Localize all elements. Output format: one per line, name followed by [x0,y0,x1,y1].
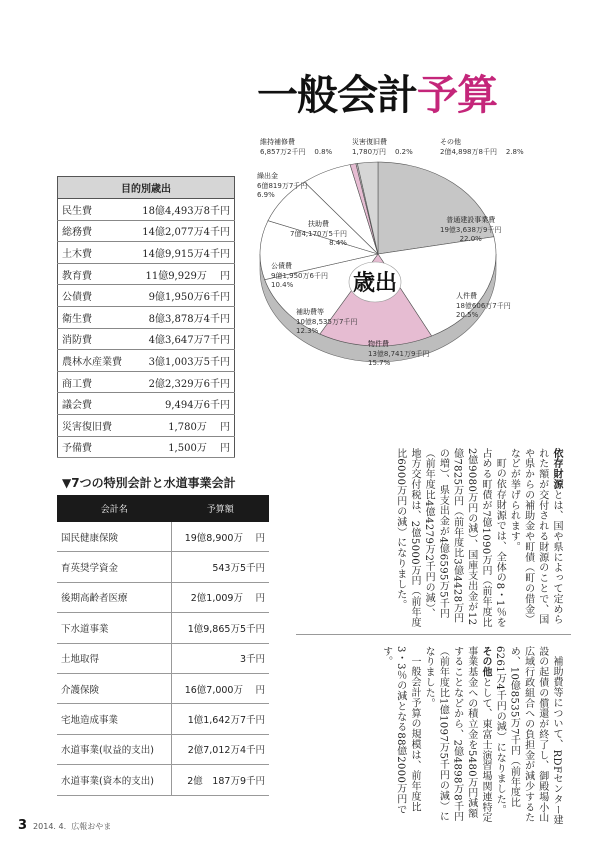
account-name: 下水道事業 [57,613,172,643]
table-row [58,436,235,458]
page-number: 3 [18,818,28,833]
para-subsidy: 補助費等について、RDFセンター建設の起債の償還が終了し、御殿場小山広域行政組合への負担金が減少するため、10億8535万7千円（前年度比6261万4千円の減）になりました。 [494,646,562,826]
account-name: 後期高齢者医療 [57,582,172,612]
row-value: 4億3,647万7千円 [132,328,235,350]
table-row [57,704,269,734]
table-row [58,220,235,242]
row-name: 公債費 [58,285,133,307]
pie-label-construction: 普通建設事業費 19億3,638万9千円 22.0% [440,216,502,243]
pie-label-maintenance: 維持補修費 6,857万2千円 0.8% [260,138,333,156]
account-budget: 16億7,000万 円 [172,673,270,703]
row-value: 3億1,003万5千円 [132,350,235,372]
pie-label-subsidy: 補助費等 10億8,535万7千円 12.3% [296,308,358,335]
account-name: 育英奨学資金 [57,552,172,582]
account-budget: 3千円 [172,643,270,673]
table-row [58,242,235,264]
row-name: 衛生費 [58,306,133,328]
pie-label-transfer: 繰出金 6億819万7千円 6.9% [257,172,308,199]
row-value: 11億9,929万 円 [132,263,235,285]
special-accounts-title: ▼7つの特別会計と水道事業会計 [62,476,236,490]
row-value: 18億4,493万8千円 [132,199,235,221]
para-total: 一般会計予算の規模は、前年度比3・3％の減となる88億2000万円です。 [380,646,420,815]
account-budget: 1億9,865万5千円 [172,613,270,643]
pie-label-disaster: 災害復旧費 1,780万円 0.2% [352,138,413,156]
table-row [57,643,269,673]
account-budget: 1億1,642万7千円 [172,704,270,734]
table-row [57,734,269,764]
para-dependent-details: 町の依存財源では、全体の8・1％を占める町債が7億1090万円（前年度比2億9080万円の減）、国庫支出金が12億7825万円（前年度比3億4428万円の増）、県支出金が4億6595万5千円（前年度比4億4279万2千円の減）、地方交付税は、2億5000万円（前年度比6000万円の減）になりました。 [394,448,506,628]
table-row [58,285,235,307]
row-value: 9,494万6千円 [132,393,235,415]
row-value: 8億3,878万4千円 [132,306,235,328]
expenditure-pie-chart [228,138,528,412]
table-row [57,582,269,612]
row-name: 農林水産業費 [58,350,133,372]
row-value: 9億1,950万6千円 [132,285,235,307]
table-row [57,673,269,703]
account-budget: 2億1,009万 円 [172,582,270,612]
table-row [58,199,235,221]
col-account-name: 会計名 [57,495,172,522]
row-name: 総務費 [58,220,133,242]
account-name: 宅地造成事業 [57,704,172,734]
account-name: 水道事業(収益的支出) [57,734,172,764]
row-name: 議会費 [58,393,133,415]
table-row [57,765,269,795]
row-name: 消防費 [58,328,133,350]
col-budget: 予算額 [172,495,270,522]
row-value: 1,780万 円 [132,414,235,436]
account-budget: 19億8,900万 円 [172,522,270,552]
row-value: 1,500万 円 [132,436,235,458]
account-budget: 2億 187万9千円 [172,765,270,795]
row-name: 商工費 [58,371,133,393]
page-footer [18,818,111,833]
table-row [58,393,235,415]
table-row [58,306,235,328]
table-row [57,613,269,643]
pie-label-debt: 公債費 9億1,950万6千円 10.4% [271,262,328,289]
row-value: 14億2,077万4千円 [132,220,235,242]
table-row [57,522,269,552]
para-other: その他として、東富士演習場関連特定事業基金への積立金を5480万円減額することなどから、2億4898万8千円（前年度比1億1097万5千円の減）になりました。 [423,646,491,823]
row-name: 災害復旧費 [58,414,133,436]
pie-label-goods: 物件費 13億8,741万9千円 15.7% [368,340,430,367]
account-name: 水道事業(資本的支出) [57,765,172,795]
account-name: 国民健康保険 [57,522,172,552]
row-name: 土木費 [58,242,133,264]
row-name: 予備費 [58,436,133,458]
account-budget: 2億7,012万4千円 [172,734,270,764]
account-budget: 543万5千円 [172,552,270,582]
purpose-expenditure-table [57,176,235,458]
row-value: 14億9,915万4千円 [132,242,235,264]
table-row [58,371,235,393]
publication-name: 広報おやま [71,822,112,831]
special-accounts-table [57,495,269,796]
para-dependent: 依存財源とは、国や県によって定められた額が交付される財源のことで、国や県からの補助金や町債（町の借金）などが挙げられます。 [508,448,562,625]
pie-label-other: その他 2億4,898万8千円 2.8% [440,138,524,156]
row-name: 民生費 [58,199,133,221]
table-row [58,414,235,436]
table-row [58,263,235,285]
purpose-table-header: 目的別歳出 [58,177,235,199]
account-name: 介護保険 [57,673,172,703]
page-title: 一般会計予算 [257,71,497,119]
table-row [58,350,235,372]
pie-label-personnel: 人件費 18億606万7千円 20.5% [456,292,511,319]
row-value: 2億2,329万6千円 [132,371,235,393]
table-row [58,328,235,350]
table-row [57,552,269,582]
pie-center-label: 歳出 [352,271,398,296]
account-name: 土地取得 [57,643,172,673]
column-divider [296,634,571,635]
article-upper [303,448,563,628]
row-name: 教育費 [58,263,133,285]
pie-label-welfare: 扶助費 7億4,170万5千円 8.4% [290,220,347,247]
issue-date: 2014. 4. [33,822,67,831]
article-lower [288,646,563,826]
